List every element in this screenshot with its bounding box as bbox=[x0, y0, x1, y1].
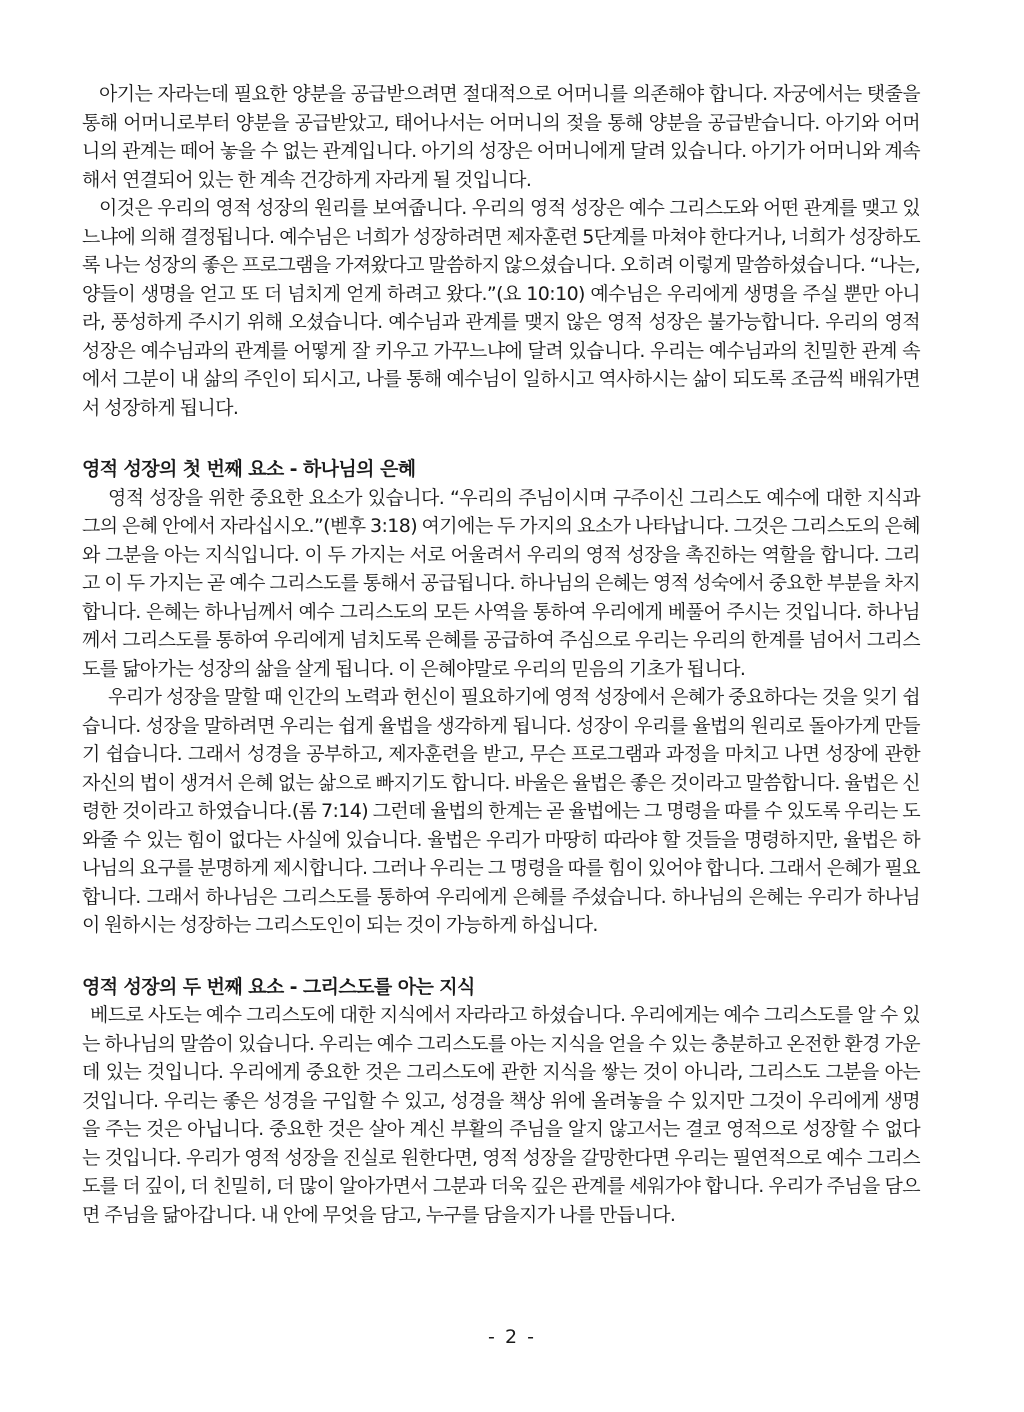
document-body bbox=[82, 80, 920, 1229]
paragraph-4: 우리가 성장을 말할 때 인간의 노력과 헌신이 필요하기에 영적 성장에서 은혜가 중요하다는 것을 잊기 쉽습니다. 성장을 말하려면 우리는 쉽게 율법을 생각하게 됩니다. 성장이 우리를 율법의 원리로 돌아가게 만들기 쉽습니다. 그래서 성경을 공부하고, 제자훈련을 받고, 무슨 프로그램과 과정을 마치고 나면 성장에 관한 자신의 법이 생겨서 은혜 없는 삶으로 빠지기도 합니다. 바울은 율법은 좋은 것이라고 말씀합니다. 율법은 신령한 것이라고 하였습니다.(롬 7:14) 그런데 율법의 한계는 곧 율법에는 그 명령을 따를 수 있도록 우리는 도와줄 수 있는 힘이 없다는 사실에 있습니다. 율법은 우리가 마땅히 따라야 할 것들을 명령하지만, 율법은 하나님의 요구를 분명하게 제시합니다. 그러나 우리는 그 명령을 따를 힘이 있어야 합니다. 그래서 은혜가 필요합니다. 그래서 하나님은 그리스도를 통하여 우리에게 은혜를 주셨습니다. 하나님의 은혜는 우리가 하나님이 원하시는 성장하는 그리스도인이 되는 것이 가능하게 하십니다. bbox=[82, 686, 920, 936]
section-heading-knowledge: 영적 성장의 두 번째 요소 - 그리스도를 아는 지식 bbox=[82, 975, 475, 998]
paragraph-2: 이것은 우리의 영적 성장의 원리를 보여줍니다. 우리의 영적 성장은 예수 그리스도와 어떤 관계를 맺고 있느냐에 의해 결정됩니다. 예수님은 너희가 성장하려면 제자훈련 5단계를 마쳐야 한다거나, 너희가 성장하도록 나는 성장의 좋은 프로그램을 가져왔다고 말씀하지 않으셨습니다. 오히려 이렇게 말씀하셨습니다. “나는, 양들이 생명을 얻고 또 더 넘치게 얻게 하려고 왔다.”(요 10:10) 예수님은 우리에게 생명을 주실 뿐만 아니라, 풍성하게 주시기 위해 오셨습니다. 예수님과 관계를 맺지 않은 영적 성장은 불가능합니다. 우리의 영적 성장은 예수님과의 관계를 어떻게 잘 키우고 가꾸느냐에 달려 있습니다. 우리는 예수님과의 친밀한 관계 속에서 그분이 내 삶의 주인이 되시고, 나를 통해 예수님이 일하시고 역사하시는 삶이 되도록 조금씩 배워가면서 성장하게 됩니다. bbox=[82, 197, 920, 419]
paragraph-1: 아기는 자라는데 필요한 양분을 공급받으려면 절대적으로 어머니를 의존해야 합니다. 자궁에서는 탯줄을 통해 어머니로부터 양분을 공급받았고, 태어나서는 어머니의 젖을 통해 양분을 공급받습니다. 아기와 어머니의 관계는 떼어 놓을 수 없는 관계입니다. 아기의 성장은 어머니에게 달려 있습니다. 아기가 어머니와 계속해서 연결되어 있는 한 계속 건강하게 자라게 될 것입니다. bbox=[82, 83, 920, 191]
paragraph-5: 베드로 사도는 예수 그리스도에 대한 지식에서 자라라고 하셨습니다. 우리에게는 예수 그리스도를 알 수 있는 하나님의 말씀이 있습니다. 우리는 예수 그리스도를 아는 지식을 얻을 수 있는 충분하고 온전한 환경 가운데 있는 것입니다. 우리에게 중요한 것은 그리스도에 관한 지식을 쌓는 것이 아니라, 그리스도 그분을 아는 것입니다. 우리는 좋은 성경을 구입할 수 있고, 성경을 책상 위에 올려놓을 수 있지만 그것이 우리에게 생명을 주는 것은 아닙니다. 중요한 것은 살아 계신 부활의 주님을 알지 않고서는 결코 영적으로 성장할 수 없다는 것입니다. 우리가 영적 성장을 진실로 원한다면, 영적 성장을 갈망한다면 우리는 필연적으로 예수 그리스도를 더 깊이, 더 친밀히, 더 많이 알아가면서 그분과 더욱 깊은 관계를 세워가야 합니다. 우리가 주님을 담으면 주님을 닮아갑니다. 내 안에 무엇을 담고, 누구를 담을지가 나를 만듭니다. bbox=[82, 1004, 920, 1226]
paragraph-3: 영적 성장을 위한 중요한 요소가 있습니다. “우리의 주님이시며 구주이신 그리스도 예수에 대한 지식과 그의 은혜 안에서 자라십시오.”(벧후 3:18) 여기에는 두 가지의 요소가 나타납니다. 그것은 그리스도의 은혜와 그분을 아는 지식입니다. 이 두 가지는 서로 어울려서 우리의 영적 성장을 촉진하는 역할을 합니다. 그리고 이 두 가지는 곧 예수 그리스도를 통해서 공급됩니다. 하나님의 은혜는 영적 성숙에서 중요한 부분을 차지합니다. 은혜는 하나님께서 예수 그리스도의 모든 사역을 통하여 우리에게 베풀어 주시는 것입니다. 하나님께서 그리스도를 통하여 우리에게 넘치도록 은혜를 공급하여 주심으로 우리는 우리의 한계를 넘어서 그리스도를 닮아가는 성장의 삶을 살게 됩니다. 이 은혜야말로 우리의 믿음의 기초가 됩니다. bbox=[82, 486, 920, 680]
section-heading-grace: 영적 성장의 첫 번째 요소 - 하나님의 은혜 bbox=[82, 458, 416, 480]
page-number: - 2 - bbox=[488, 1326, 536, 1348]
